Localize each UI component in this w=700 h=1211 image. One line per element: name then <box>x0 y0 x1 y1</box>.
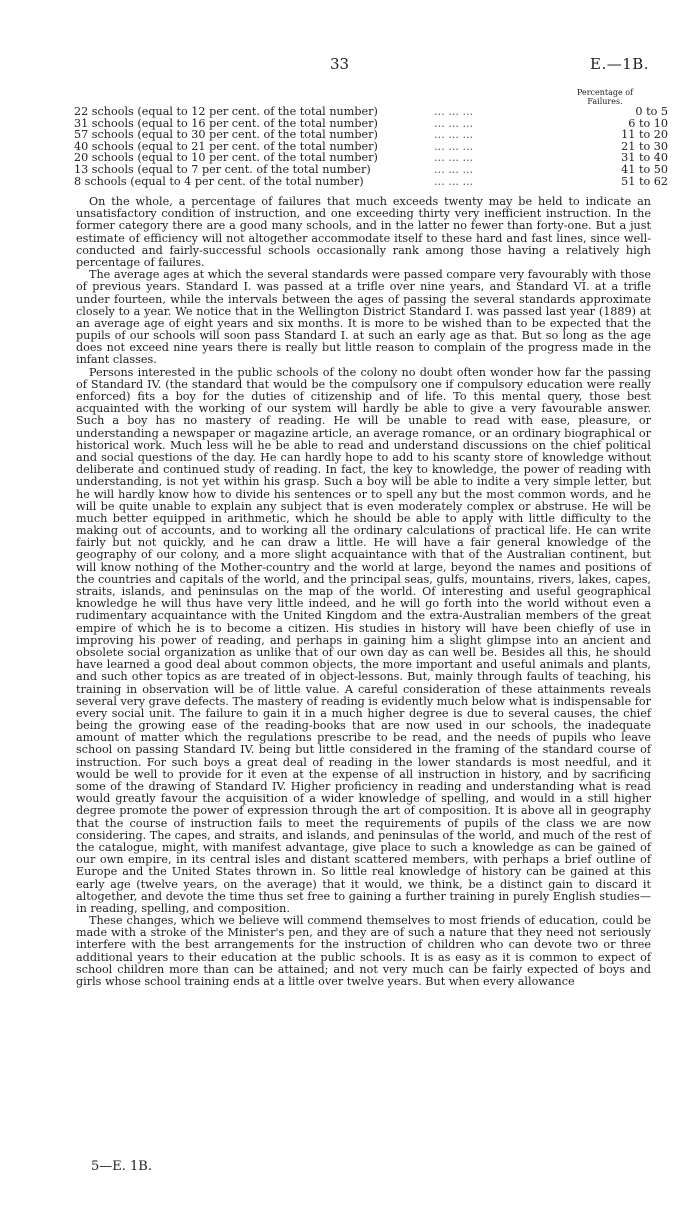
body-text <box>76 196 651 988</box>
failures-row-desc: 20 schools (equal to 10 per cent. of the total number) <box>74 151 378 165</box>
failures-row-leader: ... ... ... <box>434 162 474 176</box>
document-reference: E.—1B. <box>590 55 650 73</box>
failures-row-desc: 40 schools (equal to 21 per cent. of the total number) <box>74 139 378 153</box>
page-number: 33 <box>330 55 350 73</box>
failures-row-leader: ... ... ... <box>434 139 474 153</box>
paragraph: Persons interested in the public schools of the colony no doubt often wonder how far the passing of Standard IV. (the standard that would be the compulsory one if compulsory education were really enforced) fits a boy for the duties of citizenship and of life. To this mental query, those best acquainted with the working of our system will hardly be able to give a very favourable answer. Such a boy has no mastery of reading. He will be unable to read with ease, pleasure, or understanding a newspaper or magazine article, an average romance, or an ordinary biographical or historical work. Much less will he be able to read and understand discussions on the chief political and social questions of the day. He can hardly hope to add to his scanty store of knowledge without deliberate and continued study of reading. In fact, the key to knowledge, the power of reading with understanding, is not yet within his grasp. Such a boy will be able to indite a very simple letter, but he will hardly know how to divide his sentences or to spell any but the most common words, and he will be quite unable to explain any subject that is even moderately complex or abstruse. He will be much better equipped in arithmetic, which he should be able to apply with little difficulty to the making out of accounts, and to working all the ordinary calculations of practical life. He can write fairly but not quickly, and he can draw a little. He will have a fair general knowledge of the geography of our colony, and a more slight acquaintance with that of the Australian continent, but will know nothing of the Mother-country and the world at large, beyond the names and positions of the countries and capitals of the world, and the principal seas, gulfs, mountains, rivers, lakes, capes, straits, islands, and peninsulas on the map of the world. Of interesting and useful geographical knowledge he will thus have very little indeed, and he will go forth into the world without even a rudimentary acquaintance with the United Kingdom and the extra-Australian members of the great empire of which he is to become a citizen. His studies in history will have been chiefly of use in improving his power of reading, and perhaps in gaining him a slight glimpse into an ancient and obsolete social organization as unlike that of our own day as can well be. Besides all this, he should have learned a good deal about common objects, the more important and useful animals and plants, and such other topics as are treated of in object-lessons. But, mainly through faults of teaching, his training in observation will be of little value. A careful consideration of these attainments reveals several very grave defects. The mastery of reading is evidently much below what is indispensable for every social unit. The failure to gain it in a much higher degree is due to several causes, the chief being the growing ease of the reading-books that are now used in our schools, the inadequate amount of matter which the regulations prescribe to be read, and the needs of pupils who leave school on passing Standard IV. being but little considered in the framing of the standard course of instruction. For such boys a great deal of reading in the lower standards is most needful, and it would be well to provide for it even at the expense of all instruction in history, and by sacrificing some of the drawing of Standard IV. Higher proficiency in reading and understanding what is read would greatly favour the acquisition of a wider knowledge of spelling, and would in a still higher degree promote the power of expression through the art of composition. It is above all in geography that the course of instruction fails to meet the requirements of pupils of the class we are now considering. The capes, and straits, and islands, and peninsulas of the world, and much of the rest of the catalogue, might, with manifest advantage, give place to such a knowledge as can be gained of our own empire, in its central isles and distant scattered members, with perhaps a brief outline of Europe and the United States thrown in. So little real knowledge of history can be gained at this early age (twelve years, on the average) that it would, we think, be a distinct gain to discard it altogether, and devote the time thus set free to gaining a further training in purely English studies—in reading, spelling, and composition. <box>76 365 651 915</box>
failures-row-desc: 31 schools (equal to 16 per cent. of the total number) <box>74 116 378 130</box>
failures-row-leader: ... ... ... <box>434 105 474 118</box>
failures-row-desc: 57 schools (equal to 30 per cent. of the total number) <box>74 128 378 142</box>
failures-row-range: 11 to 20 <box>621 128 668 142</box>
percentage-heading: Percentage of Failures. <box>576 88 634 106</box>
failures-row-range: 6 to 10 <box>628 116 668 130</box>
failures-row-range: 21 to 30 <box>621 139 668 153</box>
failures-row-leader: ... ... ... <box>434 174 474 188</box>
failures-table <box>74 106 668 187</box>
failures-row-leader: ... ... ... <box>434 151 474 165</box>
failures-row-desc: 8 schools (equal to 4 per cent. of the total number) <box>74 174 364 188</box>
failures-row-range: 0 to 5 <box>635 105 668 118</box>
failures-row <box>74 176 668 188</box>
paragraph: The average ages at which the several standards were passed compare very favourably with those of previous years. Standard I. was passed at a trifle over nine years, and Standard VI. at a trifle under fourteen, while the intervals between the ages of passing the several standards approximate closely to a year. We notice that in the Wellington District Standard I. was passed last year (1889) at an average age of eight years and six months. It is more to be wished than to be expected that the pupils of our schools will soon pass Standard I. at such an early age as that. But so long as the age does not exceed nine years there is really but little reason to complain of the progress made in the infant classes. <box>76 268 651 367</box>
failures-row <box>74 164 668 176</box>
failures-row-leader: ... ... ... <box>434 128 474 142</box>
paragraph: On the whole, a percentage of failures that much exceeds twenty may be held to indicate an unsatisfactory condition of instruction, and one exceeding thirty very inefficient instruction. In the former category there are a good many schools, and in the latter no fewer than forty-one. But a just estimate of efficiency will not altogether accommodate itself to these hard and fast lines, since well-conducted and fairly-successful schools occasionally rank among those having a relatively high percentage of failures. <box>76 195 651 269</box>
paragraph: These changes, which we believe will commend themselves to most friends of education, could be made with a stroke of the Minister's pen, and they are of such a nature that they need not seriously interfere with the best arrangements for the instruction of children who can devote two or three additional years to their education at the public schools. It is as easy as it is common to expect of school children more than can be attained; and not very much can be fairly expected of boys and girls whose school training ends at a little over twelve years. But when every allowance <box>76 914 651 988</box>
signature-mark: 5—E. 1B. <box>91 1159 152 1174</box>
failures-row-range: 41 to 50 <box>621 162 668 176</box>
failures-row-range: 51 to 62 <box>621 174 668 188</box>
failures-row <box>74 106 668 118</box>
failures-row-leader: ... ... ... <box>434 116 474 130</box>
failures-row-desc: 13 schools (equal to 7 per cent. of the total number) <box>74 162 371 176</box>
failures-row-range: 31 to 40 <box>621 151 668 165</box>
failures-row-desc: 22 schools (equal to 12 per cent. of the total number) <box>74 105 378 118</box>
